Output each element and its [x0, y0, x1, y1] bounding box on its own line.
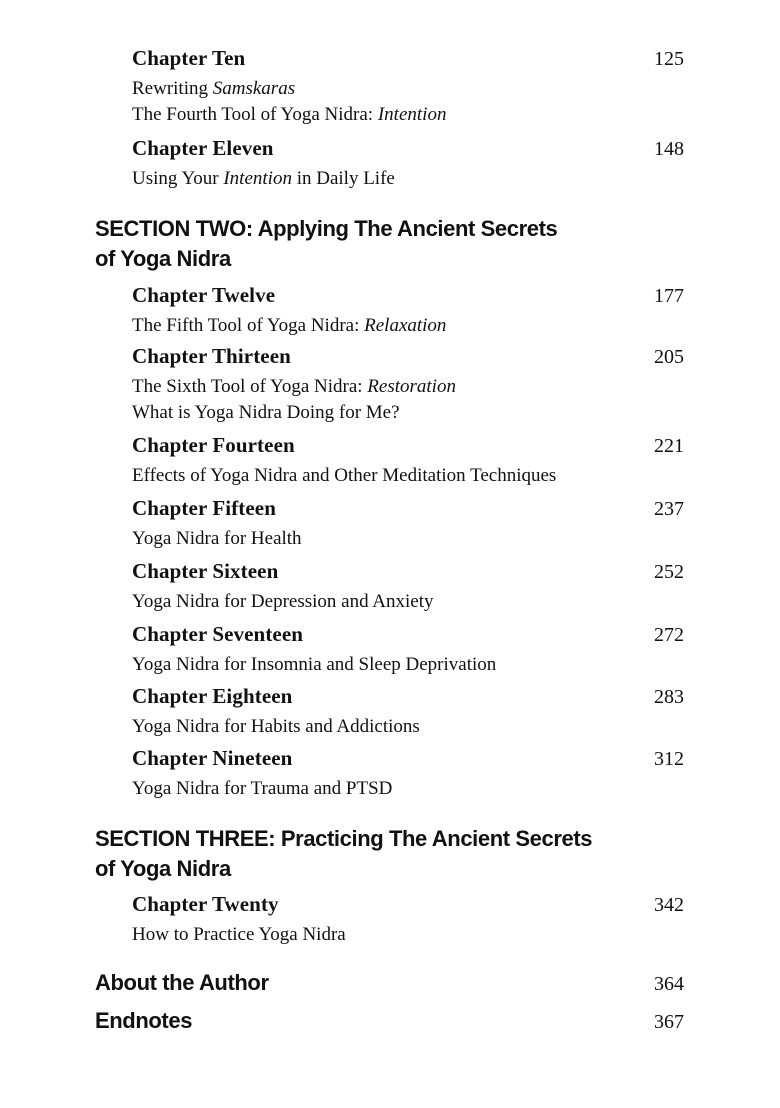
chapter-subtitle: Yoga Nidra for Insomnia and Sleep Deprivation [132, 654, 497, 675]
toc-entry-about-the-author[interactable] [95, 970, 684, 1004]
chapter-subtitle: The Sixth Tool of Yoga Nidra: Restoration [132, 376, 456, 397]
chapter-title: Chapter Nineteen [132, 746, 293, 770]
toc-entry-chapter-twenty[interactable] [132, 892, 684, 948]
toc-entry-chapter-seventeen[interactable] [132, 622, 684, 678]
page-number: 342 [654, 894, 684, 916]
section-heading-two: SECTION TWO: Applying The Ancient Secrets of Yoga Nidra [95, 216, 558, 271]
chapter-title: Chapter Twelve [132, 283, 276, 307]
chapter-subtitle: Using Your Intention in Daily Life [132, 168, 395, 189]
chapter-subtitle: Yoga Nidra for Depression and Anxiety [132, 591, 434, 612]
page-number: 283 [654, 686, 684, 708]
chapter-title: Chapter Sixteen [132, 559, 279, 583]
section-heading-three: SECTION THREE: Practicing The Ancient Secrets of Yoga Nidra [95, 826, 593, 881]
toc-entry-chapter-twelve[interactable] [132, 283, 684, 339]
toc-entry-chapter-nineteen[interactable] [132, 746, 684, 802]
page-number: 367 [654, 1011, 684, 1033]
chapter-title: Chapter Ten [132, 46, 246, 70]
chapter-subtitle: Yoga Nidra for Habits and Addictions [132, 716, 420, 737]
page-number: 364 [654, 973, 684, 995]
chapter-title: Chapter Fifteen [132, 496, 276, 520]
chapter-subtitle: Rewriting Samskaras [132, 78, 296, 99]
chapter-title: Chapter Fourteen [132, 433, 295, 457]
chapter-subtitle: The Fifth Tool of Yoga Nidra: Relaxation [132, 315, 447, 336]
toc-entry-chapter-fifteen[interactable] [132, 496, 684, 552]
toc-entry-chapter-thirteen[interactable] [132, 344, 684, 426]
page-number: 221 [654, 435, 684, 457]
page-number: 252 [654, 561, 684, 583]
chapter-subtitle: What is Yoga Nidra Doing for Me? [132, 402, 400, 423]
chapter-title: Chapter Eleven [132, 136, 274, 160]
page-number: 205 [654, 346, 684, 368]
chapter-title: Chapter Eighteen [132, 684, 293, 708]
toc-entry-endnotes[interactable] [95, 1008, 684, 1042]
toc-entry-chapter-eighteen[interactable] [132, 684, 684, 740]
chapter-title: Chapter Twenty [132, 892, 279, 916]
page-number: 237 [654, 498, 684, 520]
toc-entry-chapter-ten[interactable] [132, 46, 684, 128]
page-number: 177 [654, 285, 684, 307]
page-number: 312 [654, 748, 684, 770]
toc-entry-chapter-fourteen[interactable] [132, 433, 684, 489]
entry-title: Endnotes [95, 1008, 193, 1033]
chapter-subtitle: Effects of Yoga Nidra and Other Meditation Techniques [132, 465, 557, 486]
chapter-subtitle: The Fourth Tool of Yoga Nidra: Intention [132, 104, 447, 125]
page-number: 148 [654, 138, 684, 160]
chapter-title: Chapter Seventeen [132, 622, 304, 646]
toc-entry-chapter-eleven[interactable] [132, 136, 684, 192]
page-number: 125 [654, 48, 684, 70]
chapter-subtitle: Yoga Nidra for Trauma and PTSD [132, 778, 393, 799]
chapter-subtitle: Yoga Nidra for Health [132, 528, 302, 549]
chapter-title: Chapter Thirteen [132, 344, 291, 368]
page-number: 272 [654, 624, 684, 646]
entry-title: About the Author [95, 970, 269, 995]
chapter-subtitle: How to Practice Yoga Nidra [132, 924, 346, 945]
toc-entry-chapter-sixteen[interactable] [132, 559, 684, 615]
